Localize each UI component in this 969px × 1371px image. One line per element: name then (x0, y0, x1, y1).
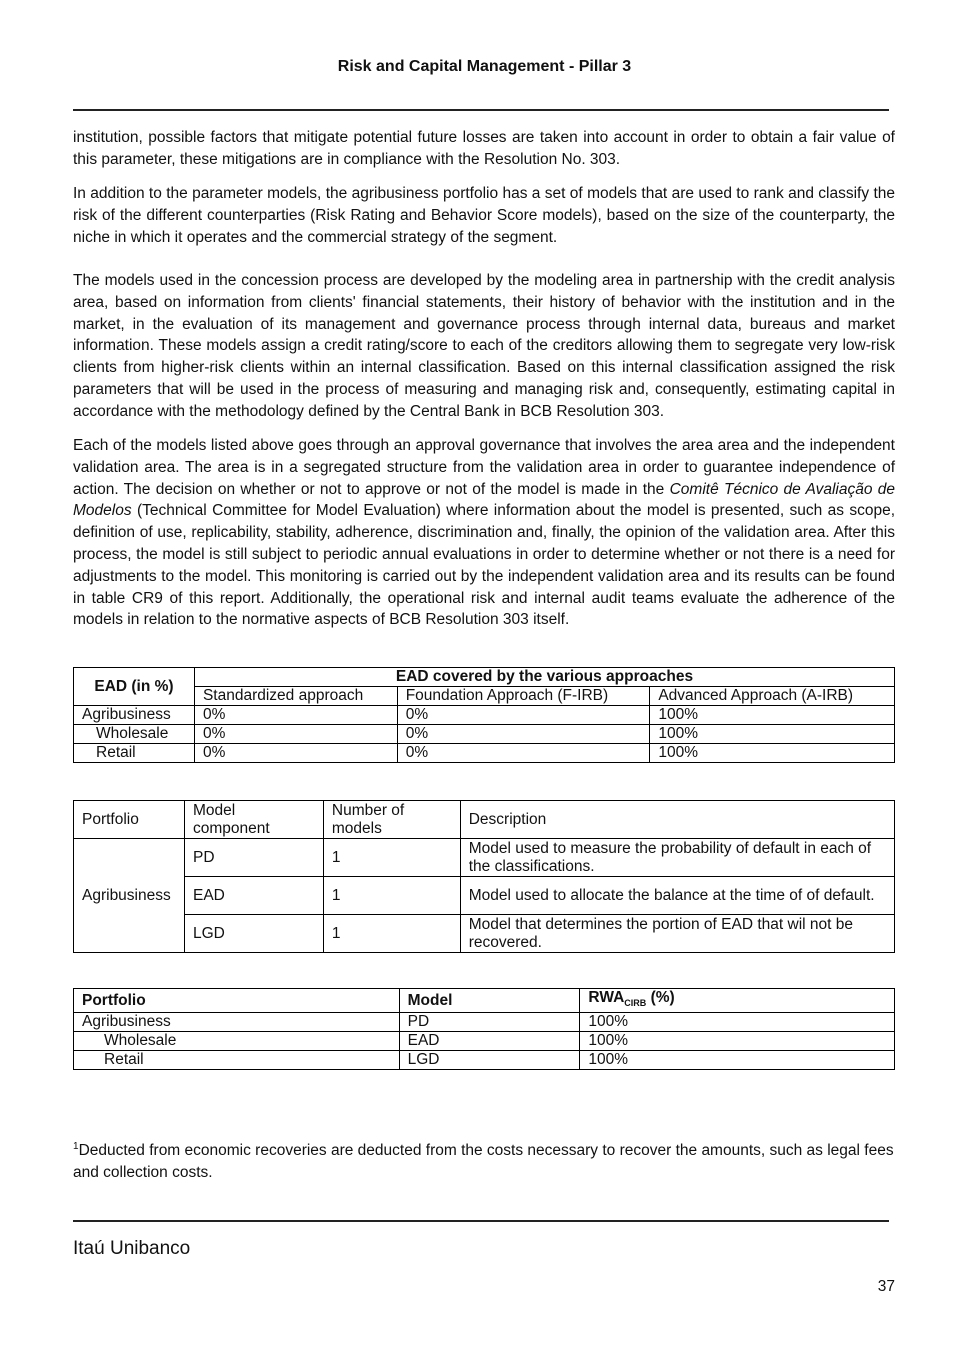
row-label: Retail (74, 1051, 400, 1070)
paragraph-4 (73, 435, 895, 631)
column-header: Foundation Approach (F-IRB) (397, 687, 650, 706)
column-header: Advanced Approach (A-IRB) (650, 687, 895, 706)
footer-rule (73, 1220, 889, 1222)
page-number: 37 (877, 1278, 895, 1295)
table-cell: 0% (397, 706, 650, 725)
table-row (74, 915, 895, 953)
column-header: Portfolio (74, 989, 400, 1013)
table-row (74, 1032, 895, 1051)
header-rule (73, 109, 889, 111)
table-cell: 100% (650, 706, 895, 725)
table-cell: 1 (323, 877, 460, 915)
table-cell: 100% (650, 744, 895, 763)
table-cell: Model used to allocate the balance at the time of of default. (460, 877, 894, 915)
table-cell: PD (184, 839, 323, 877)
footnote-text: Deducted from economic recoveries are deducted from the costs necessary to recover the amounts, such as legal fees and collection costs. (73, 1142, 894, 1181)
row-label: Agribusiness (74, 706, 195, 725)
portfolio-cell: Agribusiness (74, 839, 185, 953)
row-label: Retail (74, 744, 195, 763)
table-cell: Model that determines the portion of EAD that wil not be recovered. (460, 915, 894, 953)
table-row (74, 839, 895, 877)
column-header: Portfolio (74, 801, 185, 839)
table-cell: EAD (184, 877, 323, 915)
row-label: Wholesale (74, 1032, 400, 1051)
ead-group-header: EAD covered by the various approaches (194, 668, 894, 687)
footnote-marker: 1 (73, 1141, 79, 1152)
rwa-table (73, 988, 895, 1070)
footnote (73, 1136, 895, 1184)
column-header: Model component (184, 801, 323, 839)
table-cell: PD (399, 1013, 580, 1032)
rwa-subscript: CIRB (624, 998, 647, 1009)
column-header (580, 989, 895, 1013)
paragraph-2: In addition to the parameter models, the agribusiness portfolio has a set of models that are used to rank and classify the risk of the different counterparties (Risk Rating and Behavior Score models), based on the size of the counterparty, the niche in which it operates and the commercial strategy of the segment. (73, 185, 895, 246)
row-label: Agribusiness (74, 1013, 400, 1032)
table-cell: 100% (580, 1051, 895, 1070)
rwa-unit: (%) (650, 989, 675, 1006)
column-header: Number of models (323, 801, 460, 839)
table-cell: 1 (323, 839, 460, 877)
paragraph-4-text-b: (Technical Committee for Model Evaluation) where information about the model is presented, such as scope, definition of use, replicability, stability, adherence, discrimination and, finally, the opinion of the validation area. After this process, the model is still subject to periodic annual evaluations in order to determine whether or not there is a need for adjustments to the model. This monitoring is carried out by the independent validation area and its results can be found in table CR9 of this report. Additionally, the operational risk and internal audit teams evaluate the adherence of the models in relation to the normative aspects of BCB Resolution 303 itself. (73, 502, 895, 629)
paragraph-3: The models used in the concession process are developed by the modeling area in partnership with the credit analysis area, based on information from clients' financial statements, their history of behavior with the institution and in the market, in the evaluation of its management and governance process through internal data, bureaus and market information. These models assign a credit rating/score to each of the creditors allowing them to segregate very low-risk clients from higher-risk clients within an internal classification. Based on this internal classification assigned the risk parameters that will be used in the process of measuring and managing risk and, consequently, estimating capital in accordance with the methodology defined by the Central Bank in BCB Resolution 303. (73, 272, 895, 420)
table-cell: 0% (194, 706, 397, 725)
table-cell: 100% (580, 1032, 895, 1051)
ead-coverage-table (73, 667, 895, 763)
models-table (73, 800, 895, 953)
paragraph-1: institution, possible factors that mitigate potential future losses are taken into account in order to obtain a fair value of this parameter, these mitigations are in compliance with the Resolution No. 303. (73, 129, 895, 168)
table-row (74, 1051, 895, 1070)
table-cell: 100% (650, 725, 895, 744)
table-cell: 0% (194, 725, 397, 744)
table-cell: 1 (323, 915, 460, 953)
table-cell: LGD (399, 1051, 580, 1070)
column-header: Model (399, 989, 580, 1013)
column-header: Description (460, 801, 894, 839)
rwa-label: RWA (588, 989, 625, 1006)
paragraph-4-text-a: Each of the models listed above goes through an approval governance that involves the area area and the independent validation area. The area is in a segregated structure from the validation area in order to guarantee independence of action. The decision on whether or not to approve or not of the model is made in the (73, 437, 895, 498)
table-row (74, 1013, 895, 1032)
table-cell: 0% (397, 744, 650, 763)
table-row (74, 706, 895, 725)
committee-name: Comitê Técnico de Avaliação de Modelos (73, 480, 895, 520)
footer-brand: Itaú Unibanco (73, 1238, 191, 1259)
table-row (74, 725, 895, 744)
table-cell: 100% (580, 1013, 895, 1032)
table-cell: LGD (184, 915, 323, 953)
table-cell: EAD (399, 1032, 580, 1051)
table-row (74, 877, 895, 915)
page-header-title: Risk and Capital Management - Pillar 3 (337, 58, 632, 75)
column-header: Standardized approach (194, 687, 397, 706)
table-row (74, 744, 895, 763)
table-cell: Model used to measure the probability of default in each of the classifications. (460, 839, 894, 877)
table-cell: 0% (397, 725, 650, 744)
table-cell: 0% (194, 744, 397, 763)
row-label: Wholesale (74, 725, 195, 744)
ead-row-header: EAD (in %) (74, 668, 195, 706)
